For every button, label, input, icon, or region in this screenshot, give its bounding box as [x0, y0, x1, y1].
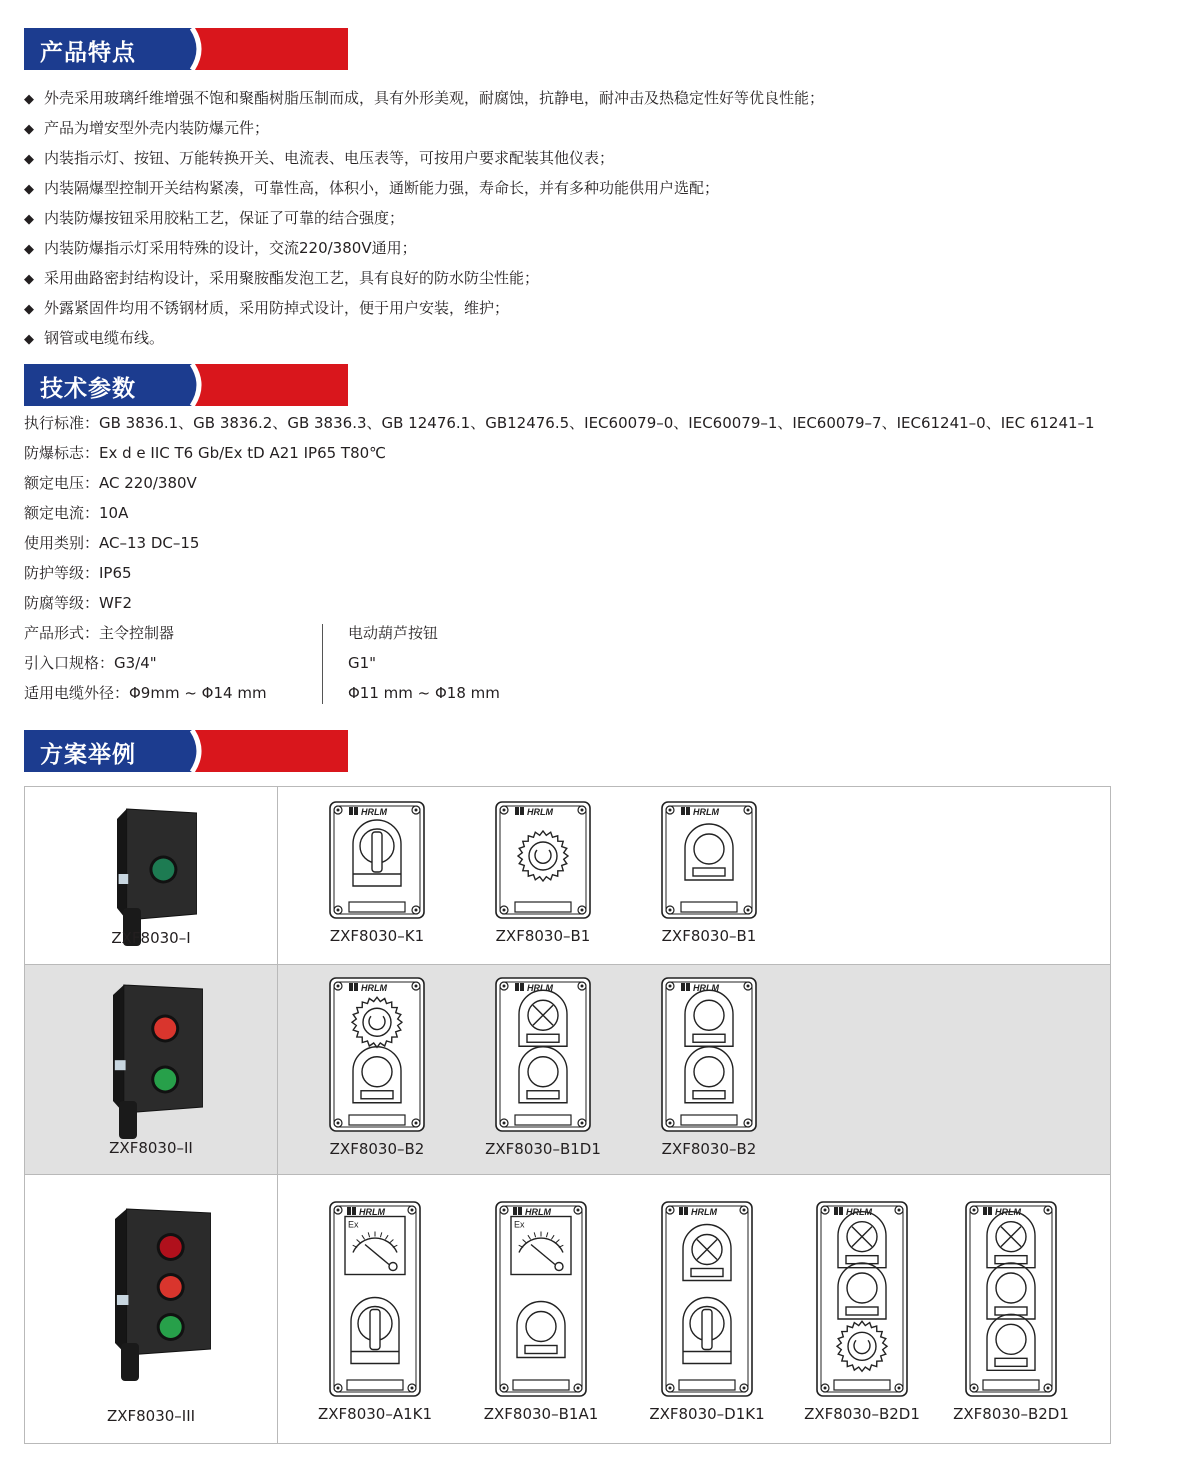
feature-item [24, 234, 1174, 264]
panel-drawing [495, 1201, 587, 1397]
brand-name: HRLM [361, 983, 387, 993]
cable-gland [119, 1101, 137, 1139]
feature-text: 外露紧固件均用不锈钢材质，采用防掉式设计，便于用户安装，维护； [44, 299, 510, 317]
split-specs [24, 618, 724, 708]
feature-item [24, 264, 1174, 294]
example-row [25, 965, 1110, 1175]
panel-diagram [495, 801, 591, 923]
nameplate [119, 874, 129, 884]
panel-diagram [965, 1201, 1057, 1401]
panel-diagram [495, 1201, 587, 1401]
panel-drawing [329, 801, 425, 919]
button-light [154, 1018, 176, 1040]
column-divider [322, 624, 323, 704]
specs-list [24, 408, 1184, 618]
nameplate [117, 1295, 129, 1305]
brand-name: HRLM [693, 983, 719, 993]
spec-right: Φ11 mm ~ Φ18 mm [348, 684, 500, 702]
diamond-bullet-icon: ◆ [24, 122, 34, 137]
feature-text: 内装防爆按钮采用胶粘工艺，保证了可靠的结合强度； [44, 209, 405, 227]
specs-section-header [24, 364, 348, 406]
panel-drawing [965, 1201, 1057, 1397]
brand-name: HRLM [527, 983, 553, 993]
row-divider [277, 1175, 278, 1443]
control-box-photo [113, 981, 203, 1157]
spec-split-row [24, 648, 724, 678]
panel-caption: ZXF8030–B1 [661, 927, 757, 945]
brand-name: HRLM [691, 1207, 717, 1217]
examples-title: 方案举例 [40, 742, 136, 768]
panel-caption: ZXF8030–B2D1 [953, 1405, 1069, 1423]
panel-caption: ZXF8030–B2D1 [804, 1405, 920, 1423]
panel-caption: ZXF8030–A1K1 [317, 1405, 433, 1423]
diamond-bullet-icon: ◆ [24, 272, 34, 287]
examples-table [24, 786, 1111, 1444]
examples-section-header [24, 730, 348, 772]
meter-label: Ex [514, 1219, 525, 1230]
spec-line: 执行标准：GB 3836.1、GB 3836.2、GB 3836.3、GB 12476.1、GB12476.5、IEC60079–0、IEC60079–1、IEC60079–7、IEC61241–0、IEC 61241–1 [24, 414, 1095, 432]
brand-name: HRLM [693, 807, 719, 817]
feature-item [24, 174, 1174, 204]
brand-name: HRLM [359, 1207, 385, 1217]
panel-drawing [661, 801, 757, 919]
panel-diagram [661, 1201, 753, 1401]
panel-diagram [661, 977, 757, 1136]
brand-name: HRLM [525, 1207, 551, 1217]
spec-line: 防爆标志：Ex d e IIC T6 Gb/Ex tD A21 IP65 T80℃ [24, 444, 387, 462]
diamond-bullet-icon: ◆ [24, 242, 34, 257]
panel-diagram [329, 801, 425, 923]
feature-text: 钢管或电缆布线。 [44, 329, 165, 347]
spec-line: 额定电压：AC 220/380V [24, 474, 197, 492]
brand-name: HRLM [995, 1207, 1021, 1217]
diamond-bullet-icon: ◆ [24, 212, 34, 227]
specs-title: 技术参数 [40, 376, 136, 402]
feature-text: 内装防爆指示灯采用特殊的设计，交流220/380V通用； [44, 239, 417, 257]
model-name: ZXF8030–II [109, 1139, 193, 1157]
panel-caption: ZXF8030–B1A1 [483, 1405, 599, 1423]
panel-diagram [661, 801, 757, 923]
spec-split-row [24, 618, 724, 648]
panel-caption: ZXF8030–B2 [329, 1140, 425, 1158]
control-box-photo [115, 1205, 211, 1399]
button-light [160, 1276, 182, 1298]
panel-drawing [329, 977, 425, 1132]
panel-drawing [816, 1201, 908, 1397]
feature-text: 采用曲路密封结构设计，采用聚胺酯发泡工艺，具有良好的防水防尘性能； [44, 269, 540, 287]
spec-right: G1" [348, 654, 377, 672]
feature-item [24, 324, 1174, 354]
feature-text: 外壳采用玻璃纤维增强不饱和聚酯树脂压制而成，具有外形美观，耐腐蚀，抗静电，耐冲击及热稳定性好等优良性能； [44, 89, 825, 107]
diamond-bullet-icon: ◆ [24, 92, 34, 107]
diamond-bullet-icon: ◆ [24, 152, 34, 167]
panel-drawing [661, 1201, 753, 1397]
panel-caption: ZXF8030–B2 [661, 1140, 757, 1158]
spec-line: 使用类别：AC–13 DC–15 [24, 534, 200, 552]
row-divider [277, 787, 278, 964]
panel-diagram [495, 977, 591, 1136]
example-row [25, 1175, 1110, 1443]
feature-text: 内装隔爆型控制开关结构紧凑，可靠性高，体积小，通断能力强，寿命长，并有多种功能供用户选配； [44, 179, 720, 197]
diamond-bullet-icon: ◆ [24, 302, 34, 317]
brand-name: HRLM [846, 1207, 872, 1217]
brand-name: HRLM [361, 807, 387, 817]
spec-left: 适用电缆外径：Φ9mm ~ Φ14 mm [24, 684, 267, 702]
panel-diagram [816, 1201, 908, 1401]
cable-gland [121, 1343, 139, 1381]
brand-name: HRLM [527, 807, 553, 817]
features-list [24, 84, 1174, 354]
button-light [152, 859, 174, 881]
features-section-header [24, 28, 348, 70]
diamond-bullet-icon: ◆ [24, 332, 34, 347]
spec-line: 防护等级：IP65 [24, 564, 132, 582]
feature-item [24, 204, 1174, 234]
model-name: ZXF8030–I [111, 929, 191, 947]
panel-caption: ZXF8030–K1 [329, 927, 425, 945]
panel-caption: ZXF8030–B1 [495, 927, 591, 945]
meter-label: Ex [348, 1219, 359, 1230]
nameplate [115, 1060, 126, 1070]
spec-line: 防腐等级：WF2 [24, 594, 133, 612]
row-divider [277, 965, 278, 1174]
feature-item [24, 144, 1174, 174]
panel-diagram [329, 1201, 421, 1401]
panel-diagram [329, 977, 425, 1136]
panel-drawing [329, 1201, 421, 1397]
panel-caption: ZXF8030–D1K1 [649, 1405, 765, 1423]
spec-split-row [24, 678, 724, 708]
spec-left: 引入口规格：G3/4" [24, 654, 157, 672]
panel-drawing [495, 801, 591, 919]
button-light [154, 1069, 176, 1091]
diamond-bullet-icon: ◆ [24, 182, 34, 197]
panel-drawing [495, 977, 591, 1132]
button-light [160, 1236, 182, 1258]
spec-line: 额定电流：10A [24, 504, 129, 522]
spec-left: 产品形式：主令控制器 [24, 624, 175, 642]
panel-drawing [661, 977, 757, 1132]
button-light [160, 1316, 182, 1338]
spec-right: 电动葫芦按钮 [348, 624, 439, 642]
model-name: ZXF8030–III [106, 1407, 196, 1425]
panel-caption: ZXF8030–B1D1 [485, 1140, 601, 1158]
feature-item [24, 294, 1174, 324]
feature-item [24, 114, 1174, 144]
features-title: 产品特点 [40, 40, 136, 66]
feature-item [24, 84, 1174, 114]
feature-text: 产品为增安型外壳内装防爆元件； [44, 119, 270, 137]
example-row [25, 787, 1110, 965]
feature-text: 内装指示灯、按钮、万能转换开关、电流表、电压表等，可按用户要求配装其他仪表； [44, 149, 615, 167]
